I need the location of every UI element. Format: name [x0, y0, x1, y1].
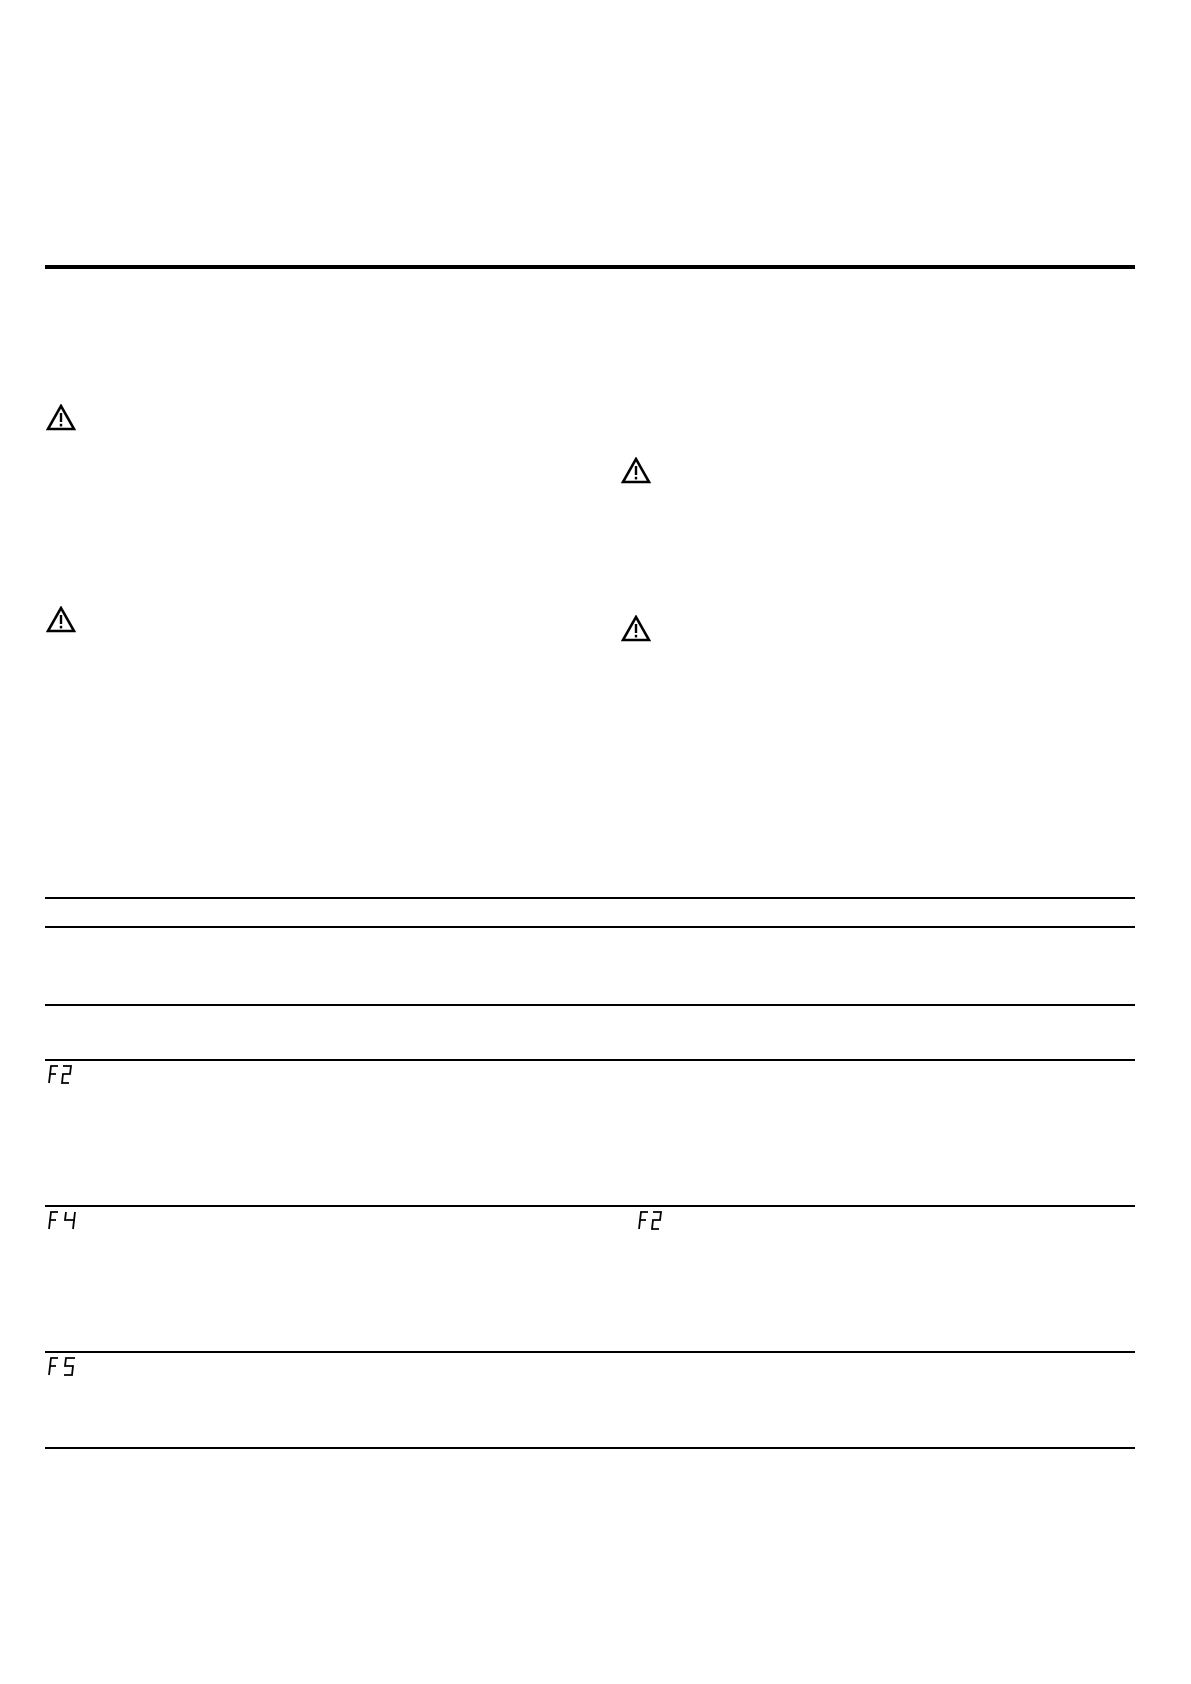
table-row-divider	[45, 1004, 1135, 1006]
table-top-rule	[45, 897, 1135, 899]
header-rule	[45, 265, 1135, 269]
error-code-f4	[46, 1209, 80, 1231]
table-row-divider	[45, 1059, 1135, 1061]
table-bottom-rule	[45, 1447, 1135, 1449]
warning-triangle-icon	[46, 606, 76, 633]
error-code-f5	[46, 1355, 80, 1377]
warning-triangle-icon	[46, 404, 76, 431]
table-header-rule	[45, 926, 1135, 928]
related-error-code-f2	[636, 1209, 670, 1231]
error-code-f2	[46, 1063, 80, 1085]
warning-triangle-icon	[621, 615, 651, 642]
table-row-divider	[45, 1205, 1135, 1207]
table-row-divider	[45, 1351, 1135, 1353]
warning-triangle-icon	[621, 457, 651, 484]
